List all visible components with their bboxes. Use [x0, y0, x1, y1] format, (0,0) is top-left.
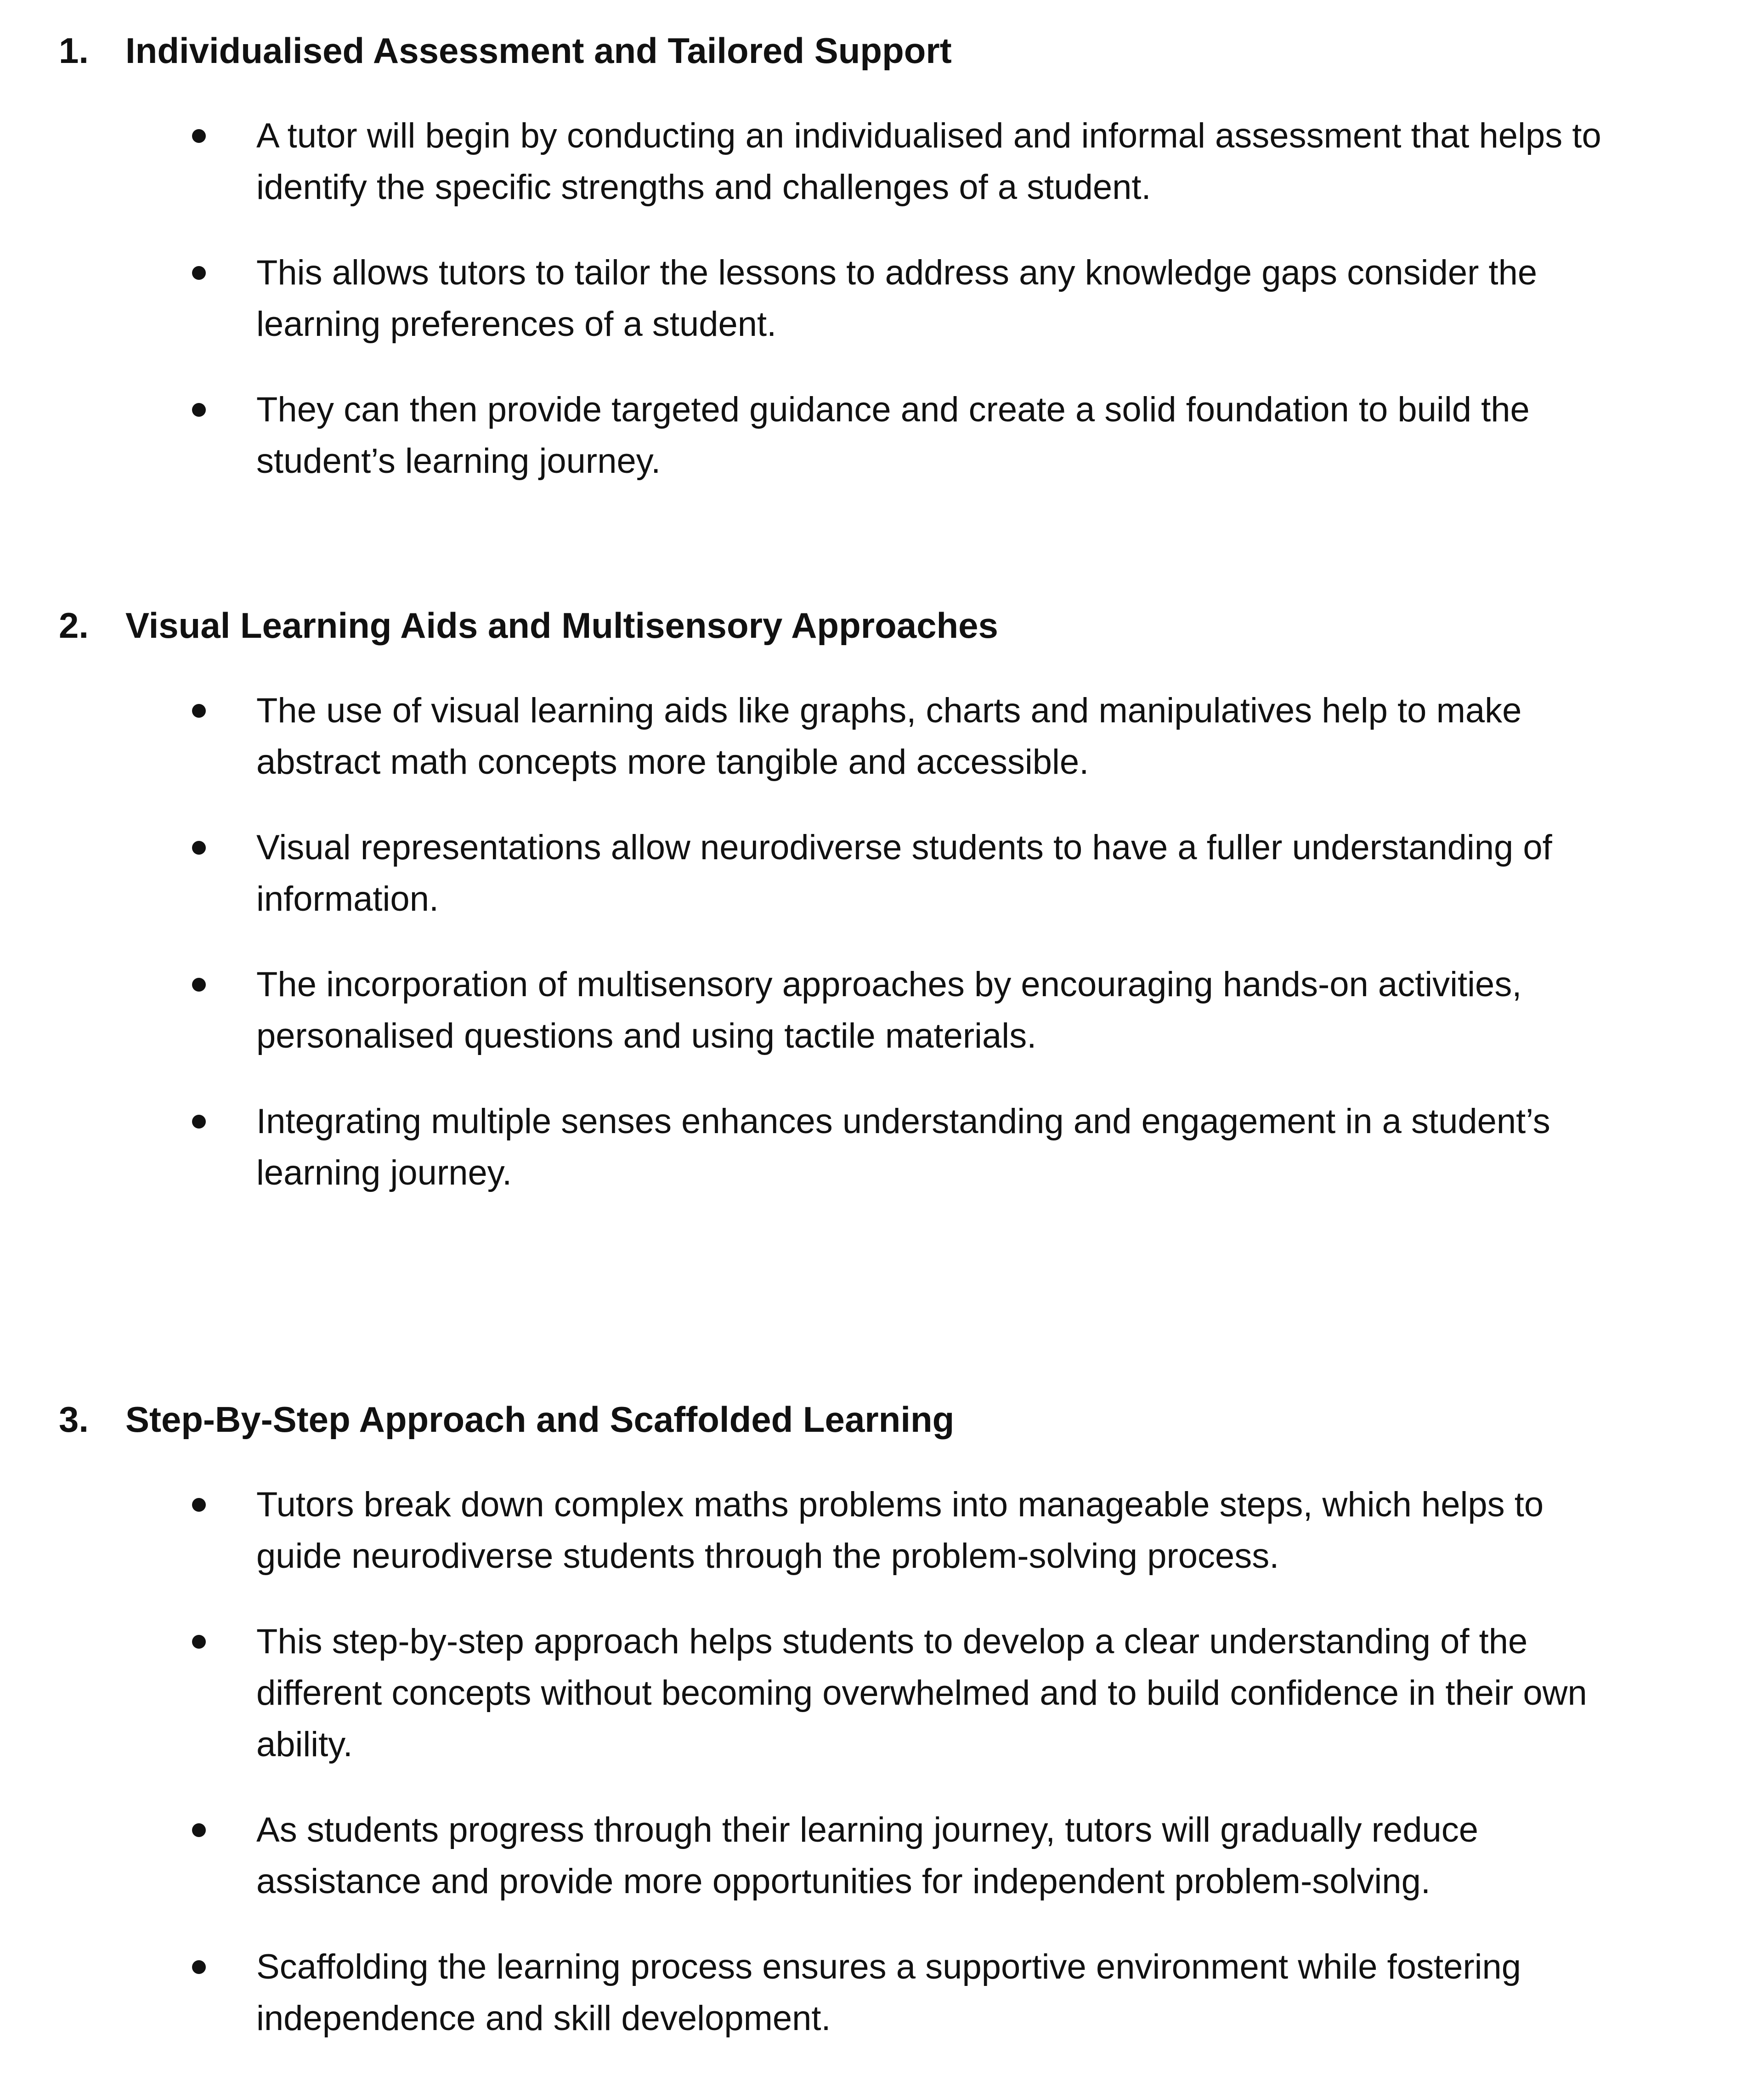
section-1 — [0, 25, 1764, 487]
list-item — [0, 959, 1634, 1062]
list-item — [0, 384, 1634, 487]
list-item — [0, 247, 1634, 350]
bullet-icon — [192, 1115, 206, 1129]
bullet-icon — [192, 704, 206, 718]
section-title: Step-By-Step Approach and Scaffolded Learning — [125, 1399, 955, 1440]
bullet-icon — [192, 129, 206, 143]
list-item — [0, 1616, 1634, 1770]
bullet-text: As students progress through their learning journey, tutors will gradually reduce assistance and provide more opportunities for independent problem-solving. — [256, 1810, 1478, 1901]
section-2 — [0, 600, 1764, 1199]
bullet-icon — [192, 403, 206, 417]
bullet-text: A tutor will begin by conducting an individualised and informal assessment that helps to identify the specific strengths and challenges of a student. — [256, 116, 1601, 207]
bullet-text: This allows tutors to tailor the lessons to address any knowledge gaps consider the learning preferences of a student. — [256, 253, 1538, 344]
bullet-icon — [192, 266, 206, 280]
list-item — [0, 1804, 1634, 1907]
section-number: 2. — [59, 605, 89, 646]
bullet-list — [0, 685, 1764, 1199]
section-heading — [0, 1394, 1764, 1445]
bullet-text: They can then provide targeted guidance and create a solid foundation to build the student’s learning journey. — [256, 390, 1530, 481]
bullet-text: Scaffolding the learning process ensures a supportive environment while fostering independence and skill development. — [256, 1947, 1521, 2038]
bullet-text: This step-by-step approach helps students to develop a clear understanding of the different concepts without becoming overwhelmed and to build confidence in their own ability. — [256, 1622, 1587, 1764]
bullet-list — [0, 110, 1764, 487]
bullet-text: Tutors break down complex maths problems into manageable steps, which helps to guide neurodiverse students through the problem-solving process. — [256, 1485, 1544, 1576]
list-item — [0, 685, 1634, 788]
list-item — [0, 1479, 1634, 1582]
list-item — [0, 110, 1634, 213]
bullet-text: The use of visual learning aids like graphs, charts and manipulatives help to make abstract math concepts more tangible and accessible. — [256, 691, 1522, 782]
bullet-list — [0, 1479, 1764, 2044]
bullet-icon — [192, 978, 206, 992]
section-heading — [0, 600, 1764, 651]
section-title: Visual Learning Aids and Multisensory Approaches — [125, 605, 998, 646]
bullet-text: Visual representations allow neurodiverse students to have a fuller understanding of information. — [256, 828, 1552, 919]
bullet-icon — [192, 1960, 206, 1974]
bullet-text: The incorporation of multisensory approaches by encouraging hands-on activities, personalised questions and using tactile materials. — [256, 965, 1522, 1055]
bullet-icon — [192, 841, 206, 855]
list-item — [0, 1941, 1634, 2044]
bullet-icon — [192, 1823, 206, 1837]
bullet-text: Integrating multiple senses enhances understanding and engagement in a student’s learning journey. — [256, 1102, 1550, 1192]
section-heading — [0, 25, 1764, 76]
section-number: 1. — [59, 30, 89, 71]
bullet-icon — [192, 1635, 206, 1649]
list-item — [0, 1096, 1634, 1199]
list-item — [0, 822, 1634, 925]
section-title: Individualised Assessment and Tailored Support — [125, 30, 952, 71]
section-number: 3. — [59, 1399, 89, 1440]
bullet-icon — [192, 1498, 206, 1512]
section-3 — [0, 1394, 1764, 2044]
